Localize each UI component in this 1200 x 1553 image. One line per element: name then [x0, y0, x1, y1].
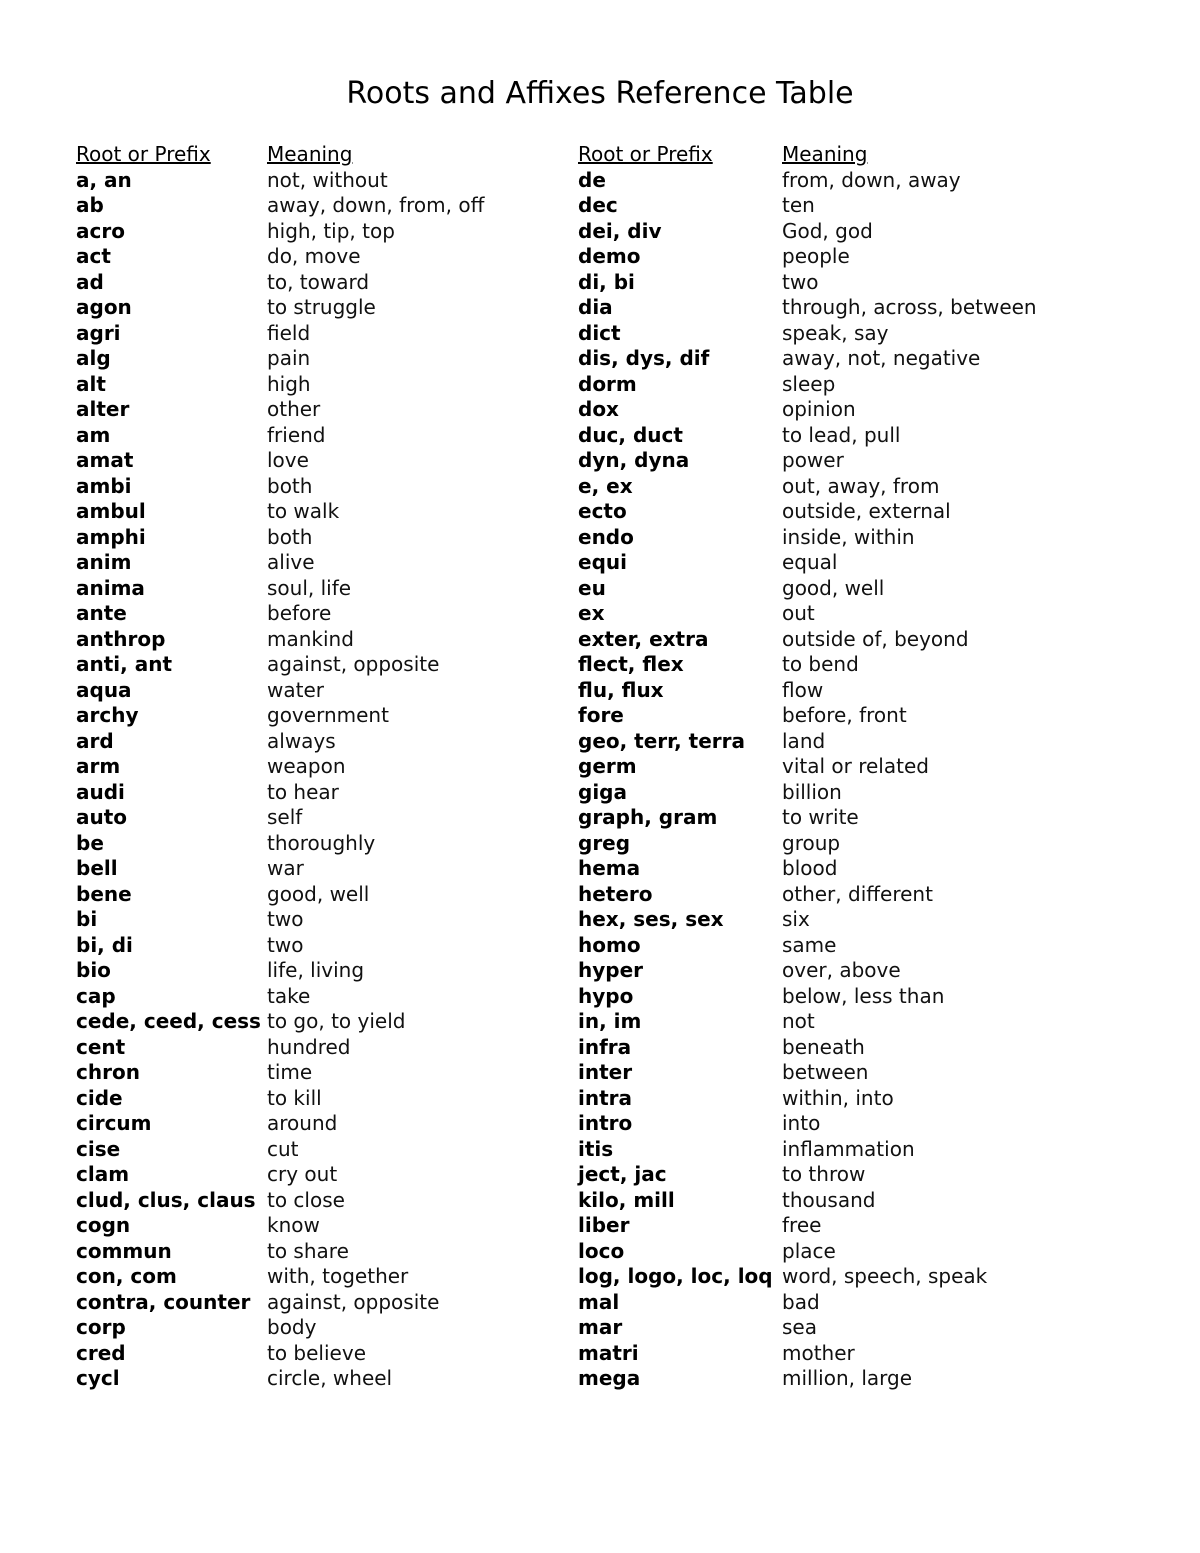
meaning-cell: out, away, from — [782, 473, 940, 498]
root-cell: mega — [578, 1366, 641, 1390]
meaning-cell: hundred — [267, 1034, 351, 1059]
root-cell: am — [76, 422, 111, 447]
meaning-cell: sleep — [782, 371, 836, 396]
meaning-cell: to write — [782, 805, 859, 829]
meaning-cell: take — [267, 983, 311, 1008]
meaning-cell: to struggle — [267, 295, 376, 319]
meaning-cell: before — [267, 601, 332, 625]
table-row — [578, 703, 1037, 729]
meaning-cell: inside, within — [782, 524, 915, 549]
meaning-cell: away, down, from, off — [267, 193, 485, 217]
root-cell: hema — [578, 856, 641, 880]
root-cell: circum — [76, 1111, 152, 1135]
meaning-cell: high — [267, 371, 311, 396]
root-cell: endo — [578, 524, 634, 549]
table-row — [76, 525, 484, 551]
table-row — [578, 601, 1037, 627]
meaning-cell: between — [782, 1060, 869, 1084]
table-row — [578, 525, 1037, 551]
meaning-cell: to hear — [267, 779, 339, 804]
root-cell: anim — [76, 550, 132, 574]
table-row — [578, 754, 1037, 780]
root-cell: hetero — [578, 881, 653, 906]
meaning-cell: to go, to yield — [267, 1009, 406, 1033]
meaning-cell: opinion — [782, 397, 856, 421]
table-row — [76, 295, 484, 321]
table-row — [578, 219, 1037, 245]
table-row — [76, 907, 484, 933]
root-cell: anti, ant — [76, 652, 173, 676]
meaning-cell: good, well — [267, 881, 370, 906]
meaning-cell: water — [267, 677, 324, 702]
table-row — [578, 448, 1037, 474]
table-row — [76, 499, 484, 525]
root-cell: cred — [76, 1340, 126, 1365]
root-cell: matri — [578, 1340, 639, 1365]
root-cell: agri — [76, 320, 121, 345]
root-cell: bio — [76, 958, 111, 982]
root-cell: homo — [578, 932, 641, 957]
table-row — [76, 550, 484, 576]
table-row — [76, 678, 484, 704]
meaning-cell: sea — [782, 1315, 817, 1339]
table-row — [76, 423, 484, 449]
table-row — [76, 1264, 484, 1290]
root-cell: in, im — [578, 1009, 642, 1033]
table-row — [76, 1111, 484, 1137]
root-cell: ambi — [76, 473, 132, 498]
meaning-cell: land — [782, 728, 826, 753]
table-row — [578, 933, 1037, 959]
meaning-cell: God, god — [782, 218, 873, 243]
meaning-cell: body — [267, 1315, 317, 1339]
table-row — [578, 627, 1037, 653]
meaning-cell: field — [267, 320, 311, 345]
table-row — [578, 1366, 1037, 1392]
meaning-cell: ten — [782, 193, 815, 217]
root-cell: de — [578, 167, 606, 192]
root-cell: intra — [578, 1085, 633, 1110]
table-row — [578, 1035, 1037, 1061]
table-row — [578, 295, 1037, 321]
meaning-cell: to share — [267, 1238, 349, 1263]
table-row — [76, 448, 484, 474]
table-row — [578, 168, 1037, 194]
meaning-cell: before, front — [782, 703, 907, 727]
meaning-cell: vital or related — [782, 754, 929, 778]
meaning-cell: with, together — [267, 1264, 409, 1288]
meaning-cell: both — [267, 473, 313, 498]
root-cell: e, ex — [578, 473, 633, 498]
table-row — [578, 372, 1037, 398]
table-row — [578, 1086, 1037, 1112]
table-row — [578, 346, 1037, 372]
meaning-cell: pain — [267, 346, 311, 370]
meaning-cell: know — [267, 1213, 320, 1237]
table-row — [578, 1060, 1037, 1086]
meaning-cell: to close — [267, 1187, 345, 1212]
root-cell: alt — [76, 371, 106, 396]
table-row — [76, 270, 484, 296]
root-cell: ante — [76, 601, 127, 625]
root-column-header: Root or Prefix — [76, 142, 211, 166]
root-cell: hex, ses, sex — [578, 907, 724, 931]
table-row — [578, 984, 1037, 1010]
table-row — [578, 1137, 1037, 1163]
meaning-cell: self — [267, 805, 303, 829]
meaning-cell: two — [267, 932, 304, 957]
root-cell: graph, gram — [578, 805, 718, 829]
table-row — [578, 1341, 1037, 1367]
meaning-cell: war — [267, 856, 304, 880]
root-cell: dis, dys, dif — [578, 346, 710, 370]
table-row — [76, 1290, 484, 1316]
root-cell: mal — [578, 1289, 620, 1314]
table-row — [578, 780, 1037, 806]
root-cell: anthrop — [76, 626, 166, 651]
table-row — [76, 346, 484, 372]
root-cell: germ — [578, 754, 637, 778]
root-cell: geo, terr, terra — [578, 728, 746, 753]
meaning-cell: life, living — [267, 958, 365, 982]
table-row — [578, 856, 1037, 882]
meaning-cell: to lead, pull — [782, 422, 901, 447]
table-row — [76, 780, 484, 806]
root-cell: itis — [578, 1136, 614, 1161]
root-cell: audi — [76, 779, 125, 804]
root-cell: con, com — [76, 1264, 177, 1288]
table-row — [578, 499, 1037, 525]
table-row — [578, 1213, 1037, 1239]
table-row — [578, 1239, 1037, 1265]
root-cell: clud, clus, claus — [76, 1187, 256, 1212]
table-row — [578, 1111, 1037, 1137]
meaning-cell: around — [267, 1111, 338, 1135]
root-cell: eu — [578, 575, 606, 600]
table-row — [76, 831, 484, 857]
root-cell: alg — [76, 346, 111, 370]
table-row — [76, 1086, 484, 1112]
meaning-cell: thoroughly — [267, 830, 376, 855]
root-cell: dorm — [578, 371, 637, 396]
root-cell: cise — [76, 1136, 121, 1161]
root-cell: anima — [76, 575, 145, 600]
table-row — [76, 856, 484, 882]
meaning-cell: to kill — [267, 1085, 322, 1110]
left-table — [76, 142, 484, 1392]
table-row — [578, 1162, 1037, 1188]
meaning-cell: high, tip, top — [267, 218, 395, 243]
meaning-cell: equal — [782, 550, 838, 574]
root-cell: alter — [76, 397, 130, 421]
meaning-cell: free — [782, 1213, 822, 1237]
table-row — [76, 703, 484, 729]
meaning-cell: into — [782, 1111, 821, 1135]
root-cell: mar — [578, 1315, 623, 1339]
root-cell: agon — [76, 295, 132, 319]
root-cell: di, bi — [578, 269, 635, 294]
table-row — [578, 1290, 1037, 1316]
table-row — [76, 627, 484, 653]
meaning-cell: six — [782, 907, 810, 931]
meaning-cell: cut — [267, 1136, 299, 1161]
meaning-cell: away, not, negative — [782, 346, 981, 370]
table-row — [578, 1264, 1037, 1290]
table-row — [76, 321, 484, 347]
table-row — [578, 550, 1037, 576]
table-row — [76, 219, 484, 245]
root-cell: dox — [578, 397, 619, 421]
root-cell: ambul — [76, 499, 146, 523]
root-cell: fore — [578, 703, 624, 727]
table-header — [76, 142, 484, 168]
root-cell: ab — [76, 193, 104, 217]
table-row — [76, 1188, 484, 1214]
meaning-cell: circle, wheel — [267, 1366, 393, 1390]
page-title: Roots and Affixes Reference Table — [346, 76, 854, 111]
root-cell: giga — [578, 779, 627, 804]
table-header — [578, 142, 1037, 168]
root-cell: kilo, mill — [578, 1187, 675, 1212]
root-cell: cycl — [76, 1366, 120, 1390]
meaning-cell: thousand — [782, 1187, 876, 1212]
table-row — [76, 958, 484, 984]
meaning-cell: love — [267, 448, 309, 472]
meaning-cell: billion — [782, 779, 842, 804]
root-column-header: Root or Prefix — [578, 142, 713, 166]
table-row — [76, 1162, 484, 1188]
table-row — [578, 423, 1037, 449]
table-row — [76, 729, 484, 755]
root-cell: ard — [76, 728, 114, 753]
meaning-cell: alive — [267, 550, 315, 574]
table-row — [76, 882, 484, 908]
meaning-cell: friend — [267, 422, 326, 447]
root-cell: exter, extra — [578, 626, 709, 651]
meaning-cell: time — [267, 1060, 313, 1084]
root-cell: liber — [578, 1213, 630, 1237]
root-cell: bi — [76, 907, 98, 931]
meaning-cell: blood — [782, 856, 838, 880]
meaning-column-header: Meaning — [267, 142, 353, 166]
meaning-cell: against, opposite — [267, 1289, 440, 1314]
meaning-cell: word, speech, speak — [782, 1264, 988, 1288]
meaning-cell: both — [267, 524, 313, 549]
table-row — [578, 831, 1037, 857]
root-cell: greg — [578, 830, 631, 855]
root-cell: dia — [578, 295, 613, 319]
root-cell: hyper — [578, 958, 644, 982]
meaning-cell: within, into — [782, 1085, 894, 1110]
root-cell: cede, ceed, cess — [76, 1009, 261, 1033]
root-cell: log, logo, loc, loq — [578, 1264, 773, 1288]
meaning-cell: do, move — [267, 244, 361, 268]
table-row — [76, 397, 484, 423]
root-cell: commun — [76, 1238, 172, 1263]
meaning-cell: against, opposite — [267, 652, 440, 676]
root-cell: amat — [76, 448, 134, 472]
root-cell: ex — [578, 601, 605, 625]
root-cell: be — [76, 830, 104, 855]
root-cell: dyn, dyna — [578, 448, 690, 472]
table-row — [76, 601, 484, 627]
meaning-cell: government — [267, 703, 389, 727]
meaning-cell: speak, say — [782, 320, 889, 345]
root-cell: duc, duct — [578, 422, 683, 447]
root-cell: corp — [76, 1315, 126, 1339]
table-row — [578, 652, 1037, 678]
table-row — [578, 474, 1037, 500]
meaning-cell: place — [782, 1238, 836, 1263]
meaning-cell: same — [782, 932, 837, 957]
table-row — [76, 1009, 484, 1035]
root-cell: cogn — [76, 1213, 131, 1237]
root-cell: a, an — [76, 167, 132, 192]
table-row — [578, 1009, 1037, 1035]
table-row — [76, 652, 484, 678]
table-row — [76, 1239, 484, 1265]
table-row — [76, 805, 484, 831]
meaning-cell: weapon — [267, 754, 346, 778]
root-cell: archy — [76, 703, 139, 727]
meaning-cell: outside, external — [782, 499, 951, 523]
root-cell: demo — [578, 244, 641, 268]
table-row — [578, 397, 1037, 423]
root-cell: bene — [76, 881, 132, 906]
table-row — [76, 193, 484, 219]
meaning-cell: to bend — [782, 652, 859, 676]
root-cell: dict — [578, 320, 621, 345]
root-cell: arm — [76, 754, 121, 778]
table-row — [76, 1315, 484, 1341]
root-cell: infra — [578, 1034, 632, 1059]
table-row — [76, 933, 484, 959]
meaning-cell: outside of, beyond — [782, 626, 969, 651]
meaning-cell: mother — [782, 1340, 855, 1365]
root-cell: chron — [76, 1060, 140, 1084]
table-row — [578, 907, 1037, 933]
root-cell: dec — [578, 193, 618, 217]
meaning-cell: people — [782, 244, 850, 268]
meaning-column-header: Meaning — [782, 142, 868, 166]
table-row — [76, 984, 484, 1010]
meaning-cell: out — [782, 601, 815, 625]
table-row — [578, 270, 1037, 296]
table-row — [76, 576, 484, 602]
table-row — [578, 678, 1037, 704]
root-cell: acro — [76, 218, 125, 243]
root-cell: inter — [578, 1060, 633, 1084]
table-row — [76, 1366, 484, 1392]
root-cell: hypo — [578, 983, 634, 1008]
table-row — [578, 576, 1037, 602]
root-cell: cent — [76, 1034, 126, 1059]
root-cell: contra, counter — [76, 1289, 251, 1314]
meaning-cell: over, above — [782, 958, 901, 982]
meaning-cell: below, less than — [782, 983, 945, 1008]
meaning-cell: mankind — [267, 626, 354, 651]
table-row — [76, 1213, 484, 1239]
meaning-cell: million, large — [782, 1366, 913, 1390]
root-cell: cide — [76, 1085, 123, 1110]
root-cell: clam — [76, 1162, 130, 1186]
meaning-cell: power — [782, 448, 844, 472]
meaning-cell: good, well — [782, 575, 885, 600]
root-cell: ject, jac — [578, 1162, 667, 1186]
root-cell: flect, flex — [578, 652, 684, 676]
root-cell: cap — [76, 983, 116, 1008]
meaning-cell: through, across, between — [782, 295, 1037, 319]
meaning-cell: to throw — [782, 1162, 866, 1186]
root-cell: ad — [76, 269, 104, 294]
meaning-cell: bad — [782, 1289, 820, 1314]
table-row — [76, 1035, 484, 1061]
meaning-cell: group — [782, 830, 841, 855]
root-cell: intro — [578, 1111, 633, 1135]
meaning-cell: to believe — [267, 1340, 366, 1365]
root-cell: bi, di — [76, 932, 133, 957]
meaning-cell: always — [267, 728, 336, 753]
meaning-cell: two — [782, 269, 819, 294]
table-row — [76, 1060, 484, 1086]
right-table — [578, 142, 1037, 1392]
meaning-cell: to walk — [267, 499, 340, 523]
meaning-cell: other, different — [782, 881, 933, 906]
table-row — [578, 729, 1037, 755]
table-row — [578, 1188, 1037, 1214]
table-row — [578, 1315, 1037, 1341]
table-row — [76, 372, 484, 398]
table-row — [76, 1341, 484, 1367]
table-row — [578, 193, 1037, 219]
table-row — [578, 805, 1037, 831]
table-row — [578, 958, 1037, 984]
meaning-cell: from, down, away — [782, 167, 961, 192]
table-row — [76, 244, 484, 270]
root-cell: bell — [76, 856, 118, 880]
meaning-cell: other — [267, 397, 321, 421]
meaning-cell: beneath — [782, 1034, 865, 1059]
table-row — [578, 244, 1037, 270]
meaning-cell: soul, life — [267, 575, 352, 600]
root-cell: act — [76, 244, 111, 268]
meaning-cell: not — [782, 1009, 815, 1033]
table-row — [578, 321, 1037, 347]
meaning-cell: not, without — [267, 167, 388, 192]
meaning-cell: cry out — [267, 1162, 338, 1186]
table-row — [76, 1137, 484, 1163]
root-cell: auto — [76, 805, 128, 829]
meaning-cell: two — [267, 907, 304, 931]
table-row — [76, 754, 484, 780]
meaning-cell: to, toward — [267, 269, 370, 294]
meaning-cell: flow — [782, 677, 824, 702]
root-cell: equi — [578, 550, 627, 574]
table-row — [76, 168, 484, 194]
root-cell: aqua — [76, 677, 132, 702]
root-cell: amphi — [76, 524, 146, 549]
root-cell: dei, div — [578, 218, 662, 243]
meaning-cell: inflammation — [782, 1136, 915, 1161]
root-cell: ecto — [578, 499, 627, 523]
root-cell: flu, flux — [578, 677, 664, 702]
table-row — [578, 882, 1037, 908]
table-row — [76, 474, 484, 500]
root-cell: loco — [578, 1238, 625, 1263]
